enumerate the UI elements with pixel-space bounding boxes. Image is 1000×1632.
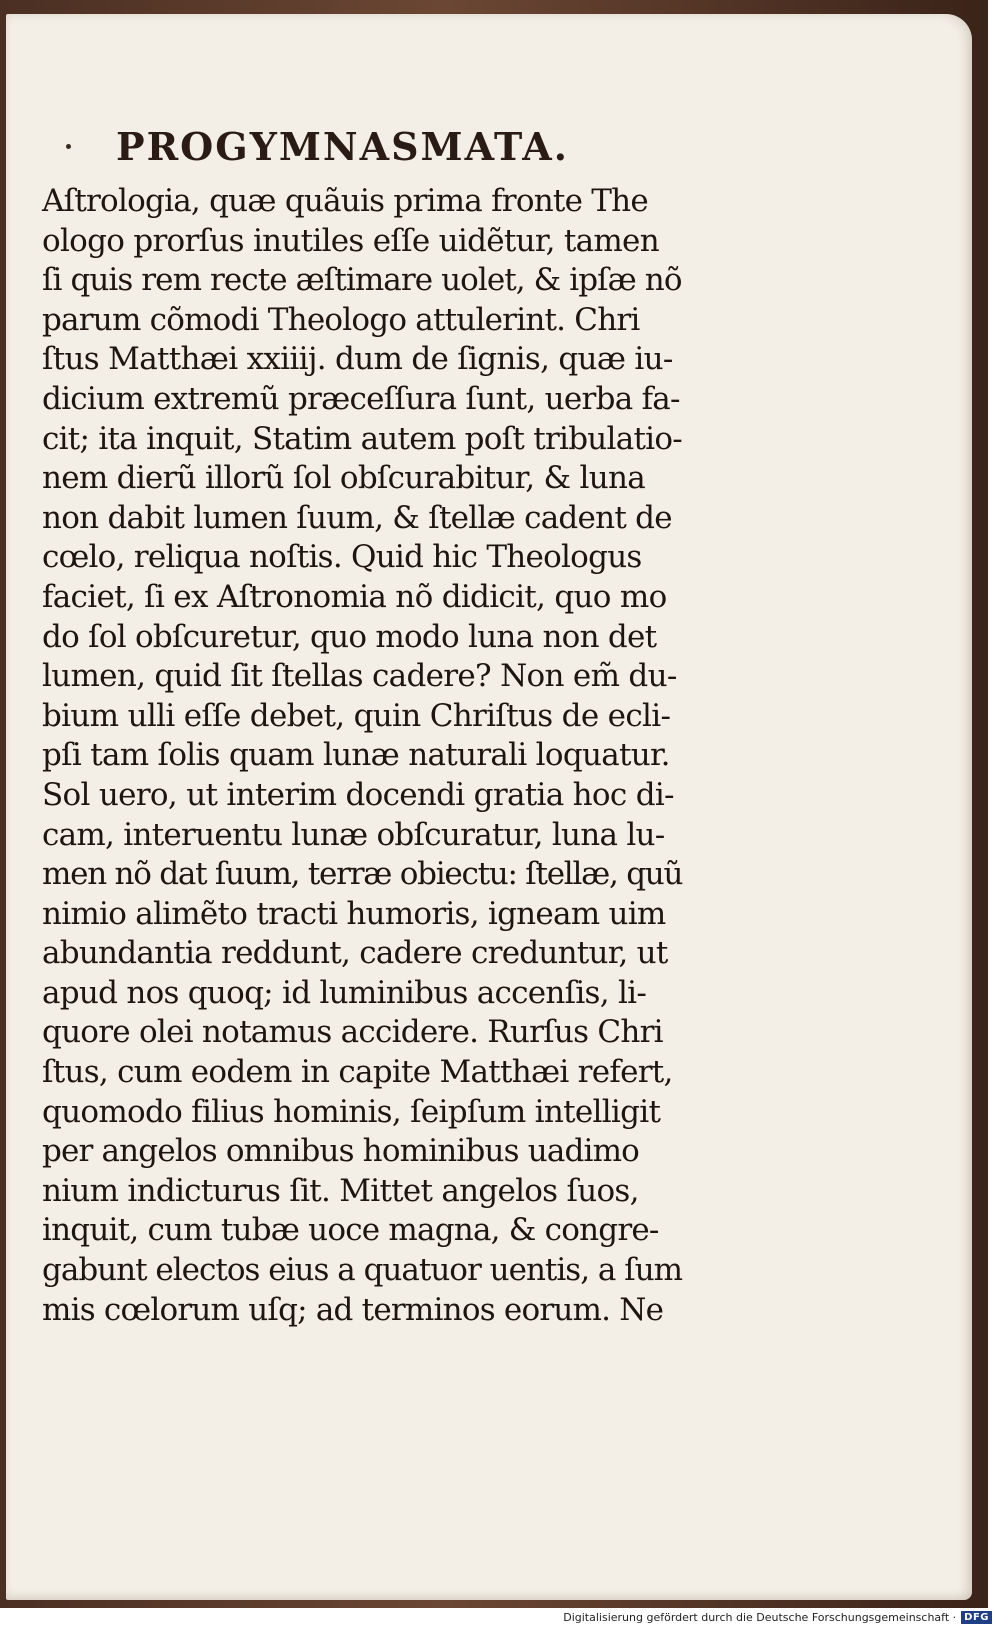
text-line: apud nos quoq; id luminibus accenſis, li-	[42, 974, 647, 1011]
text-line: cam, interuentu lunæ obſcuratur, luna lu-	[42, 816, 665, 853]
text-line: mis cœlorum uſq; ad terminos eorum. Ne	[42, 1291, 664, 1328]
text-line: do ſol obſcuretur, quo modo luna non det	[42, 618, 657, 655]
book-page	[6, 14, 972, 1600]
text-line: ſtus, cum eodem in capite Matthæi refert,	[42, 1054, 673, 1091]
dfg-logo: DFG	[961, 1611, 992, 1624]
text-line: lumen, quid ſit ſtellas cadere? Non em̃ du-	[42, 658, 677, 695]
text-line: bium ulli eſſe debet, quin Chriſtus de ecli-	[42, 697, 671, 734]
text-line: ſi quis rem recte æſtimare uolet, & ipſæ nõ	[42, 262, 682, 299]
text-line: cit; ita inquit, Statim autem poſt tribulatio-	[42, 420, 683, 457]
text-line: pſi tam ſolis quam lunæ naturali loquatur.	[42, 737, 670, 774]
text-line: non dabit lumen ſuum, & ſtellæ cadent de	[42, 499, 672, 536]
text-line: nem dierũ illorũ ſol obſcurabitur, & luna	[42, 460, 645, 497]
text-block	[42, 182, 712, 1330]
text-line: ologo prorſus inutiles eſſe uidẽtur, tamen	[42, 222, 659, 259]
text-line: parum cõmodi Theologo attulerint. Chri	[42, 301, 640, 338]
text-line: men nõ dat ſuum, terræ obiectu: ſtellæ, quũ	[42, 856, 683, 893]
text-line: Sol uero, ut interim docendi gratia hoc di-	[42, 776, 674, 813]
text-line: ſtus Matthæi xxiiij. dum de ſignis, quæ iu-	[42, 341, 673, 378]
text-line: faciet, ſi ex Aſtronomia nõ didicit, quo mo	[42, 578, 667, 615]
digitization-footer	[563, 1608, 992, 1626]
running-head: PROGYMNASMATA.	[116, 124, 569, 169]
text-line: inquit, cum tubæ uoce magna, & congre-	[42, 1212, 659, 1249]
text-line: cœlo, reliqua noſtis. Quid hic Theologus	[42, 539, 642, 576]
text-line: gabunt electos eius a quatuor uentis, a ſum	[42, 1252, 683, 1289]
margin-mark	[66, 144, 71, 149]
text-line: Aſtrologia, quæ quãuis prima fronte The	[42, 183, 648, 219]
text-line: nium indicturus ſit. Mittet angelos ſuos,	[42, 1172, 639, 1209]
text-line: quomodo filius hominis, ſeipſum intelligit	[42, 1093, 661, 1130]
footer-credit: Digitalisierung gefördert durch die Deutsche Forschungsgemeinschaft ·	[563, 1610, 957, 1624]
text-line: nimio alimẽto tracti humoris, igneam uim	[42, 895, 666, 932]
text-line: per angelos omnibus hominibus uadimo	[42, 1133, 640, 1170]
text-line: quore olei notamus accidere. Rurſus Chri	[42, 1014, 663, 1051]
text-line: abundantia reddunt, cadere creduntur, ut	[42, 935, 668, 972]
text-line: dicium extremũ præceſſura ſunt, uerba fa-	[42, 380, 680, 417]
